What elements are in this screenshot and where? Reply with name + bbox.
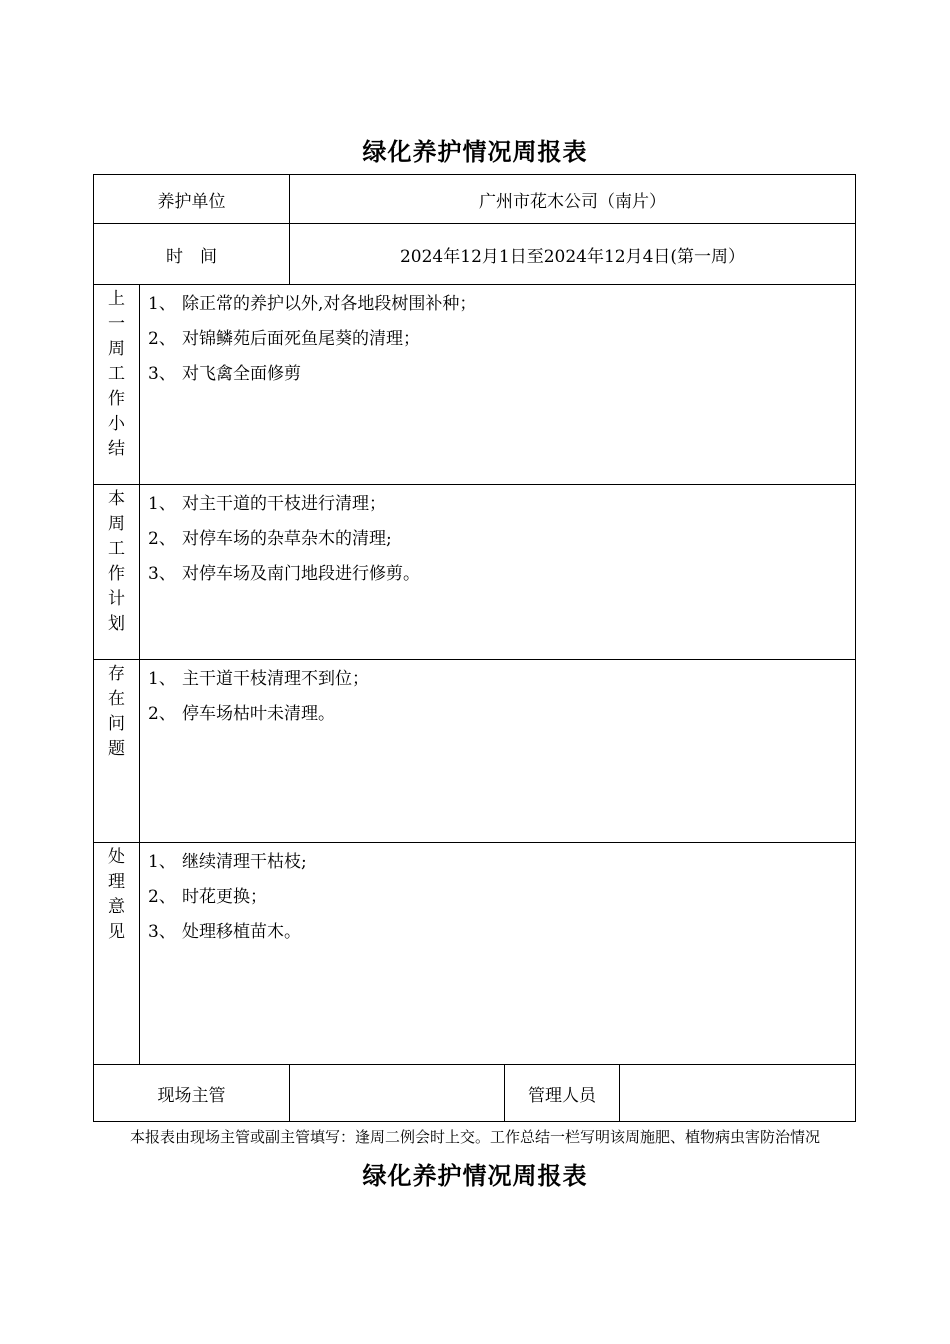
last-week-label: 上一周工作小结 bbox=[94, 285, 140, 485]
last-week-items bbox=[140, 285, 856, 485]
list-item: 1、 继续清理干枯枝; bbox=[148, 852, 307, 872]
time-value: 2024年12月1日至2024年12月4日(第一周） bbox=[290, 224, 856, 285]
problems-items bbox=[140, 660, 856, 843]
report-title: 绿化养护情况周报表 bbox=[362, 137, 588, 166]
list-item: 3、 处理移植苗木。 bbox=[148, 922, 301, 942]
list-item: 2、 对锦鳞苑后面死鱼尾葵的清理； bbox=[148, 329, 420, 349]
manager-field[interactable] bbox=[620, 1065, 856, 1122]
footnote: 本报表由现场主管或副主管填写：逢周二例会时上交。工作总结一栏写明该周施肥、植物病虫害防治情况 bbox=[129, 1128, 820, 1146]
signature-row bbox=[94, 1065, 856, 1122]
supervisor-field[interactable] bbox=[290, 1065, 505, 1122]
this-week-items bbox=[140, 485, 856, 660]
problems-label: 存在问题 bbox=[94, 660, 140, 843]
list-item: 1、 除正常的养护以外,对各地段树围补种； bbox=[148, 294, 477, 314]
time-label: 时 间 bbox=[94, 224, 290, 285]
unit-label: 养护单位 bbox=[94, 175, 290, 224]
manager-label: 管理人员 bbox=[505, 1065, 620, 1122]
supervisor-label: 现场主管 bbox=[94, 1065, 290, 1122]
this-week-label: 本周工作计划 bbox=[94, 485, 140, 660]
handling-row bbox=[94, 843, 856, 1065]
report-title-repeat: 绿化养护情况周报表 bbox=[362, 1161, 588, 1190]
list-item: 2、 停车场枯叶未清理。 bbox=[148, 704, 335, 724]
report-table bbox=[93, 174, 856, 1122]
time-row bbox=[94, 224, 856, 285]
list-item: 3、 对飞禽全面修剪 bbox=[148, 364, 301, 384]
this-week-row bbox=[94, 485, 856, 660]
last-week-row bbox=[94, 285, 856, 485]
unit-value: 广州市花木公司（南片） bbox=[290, 175, 856, 224]
unit-row bbox=[94, 175, 856, 224]
problems-row bbox=[94, 660, 856, 843]
handling-label: 处理意见 bbox=[94, 843, 140, 1065]
list-item: 2、 对停车场的杂草杂木的清理; bbox=[148, 529, 392, 549]
list-item: 3、 对停车场及南门地段进行修剪。 bbox=[148, 564, 420, 584]
handling-items bbox=[140, 843, 856, 1065]
list-item: 1、 主干道干枝清理不到位； bbox=[148, 669, 369, 689]
list-item: 2、 时花更换； bbox=[148, 887, 267, 907]
list-item: 1、 对主干道的干枝进行清理； bbox=[148, 494, 386, 514]
